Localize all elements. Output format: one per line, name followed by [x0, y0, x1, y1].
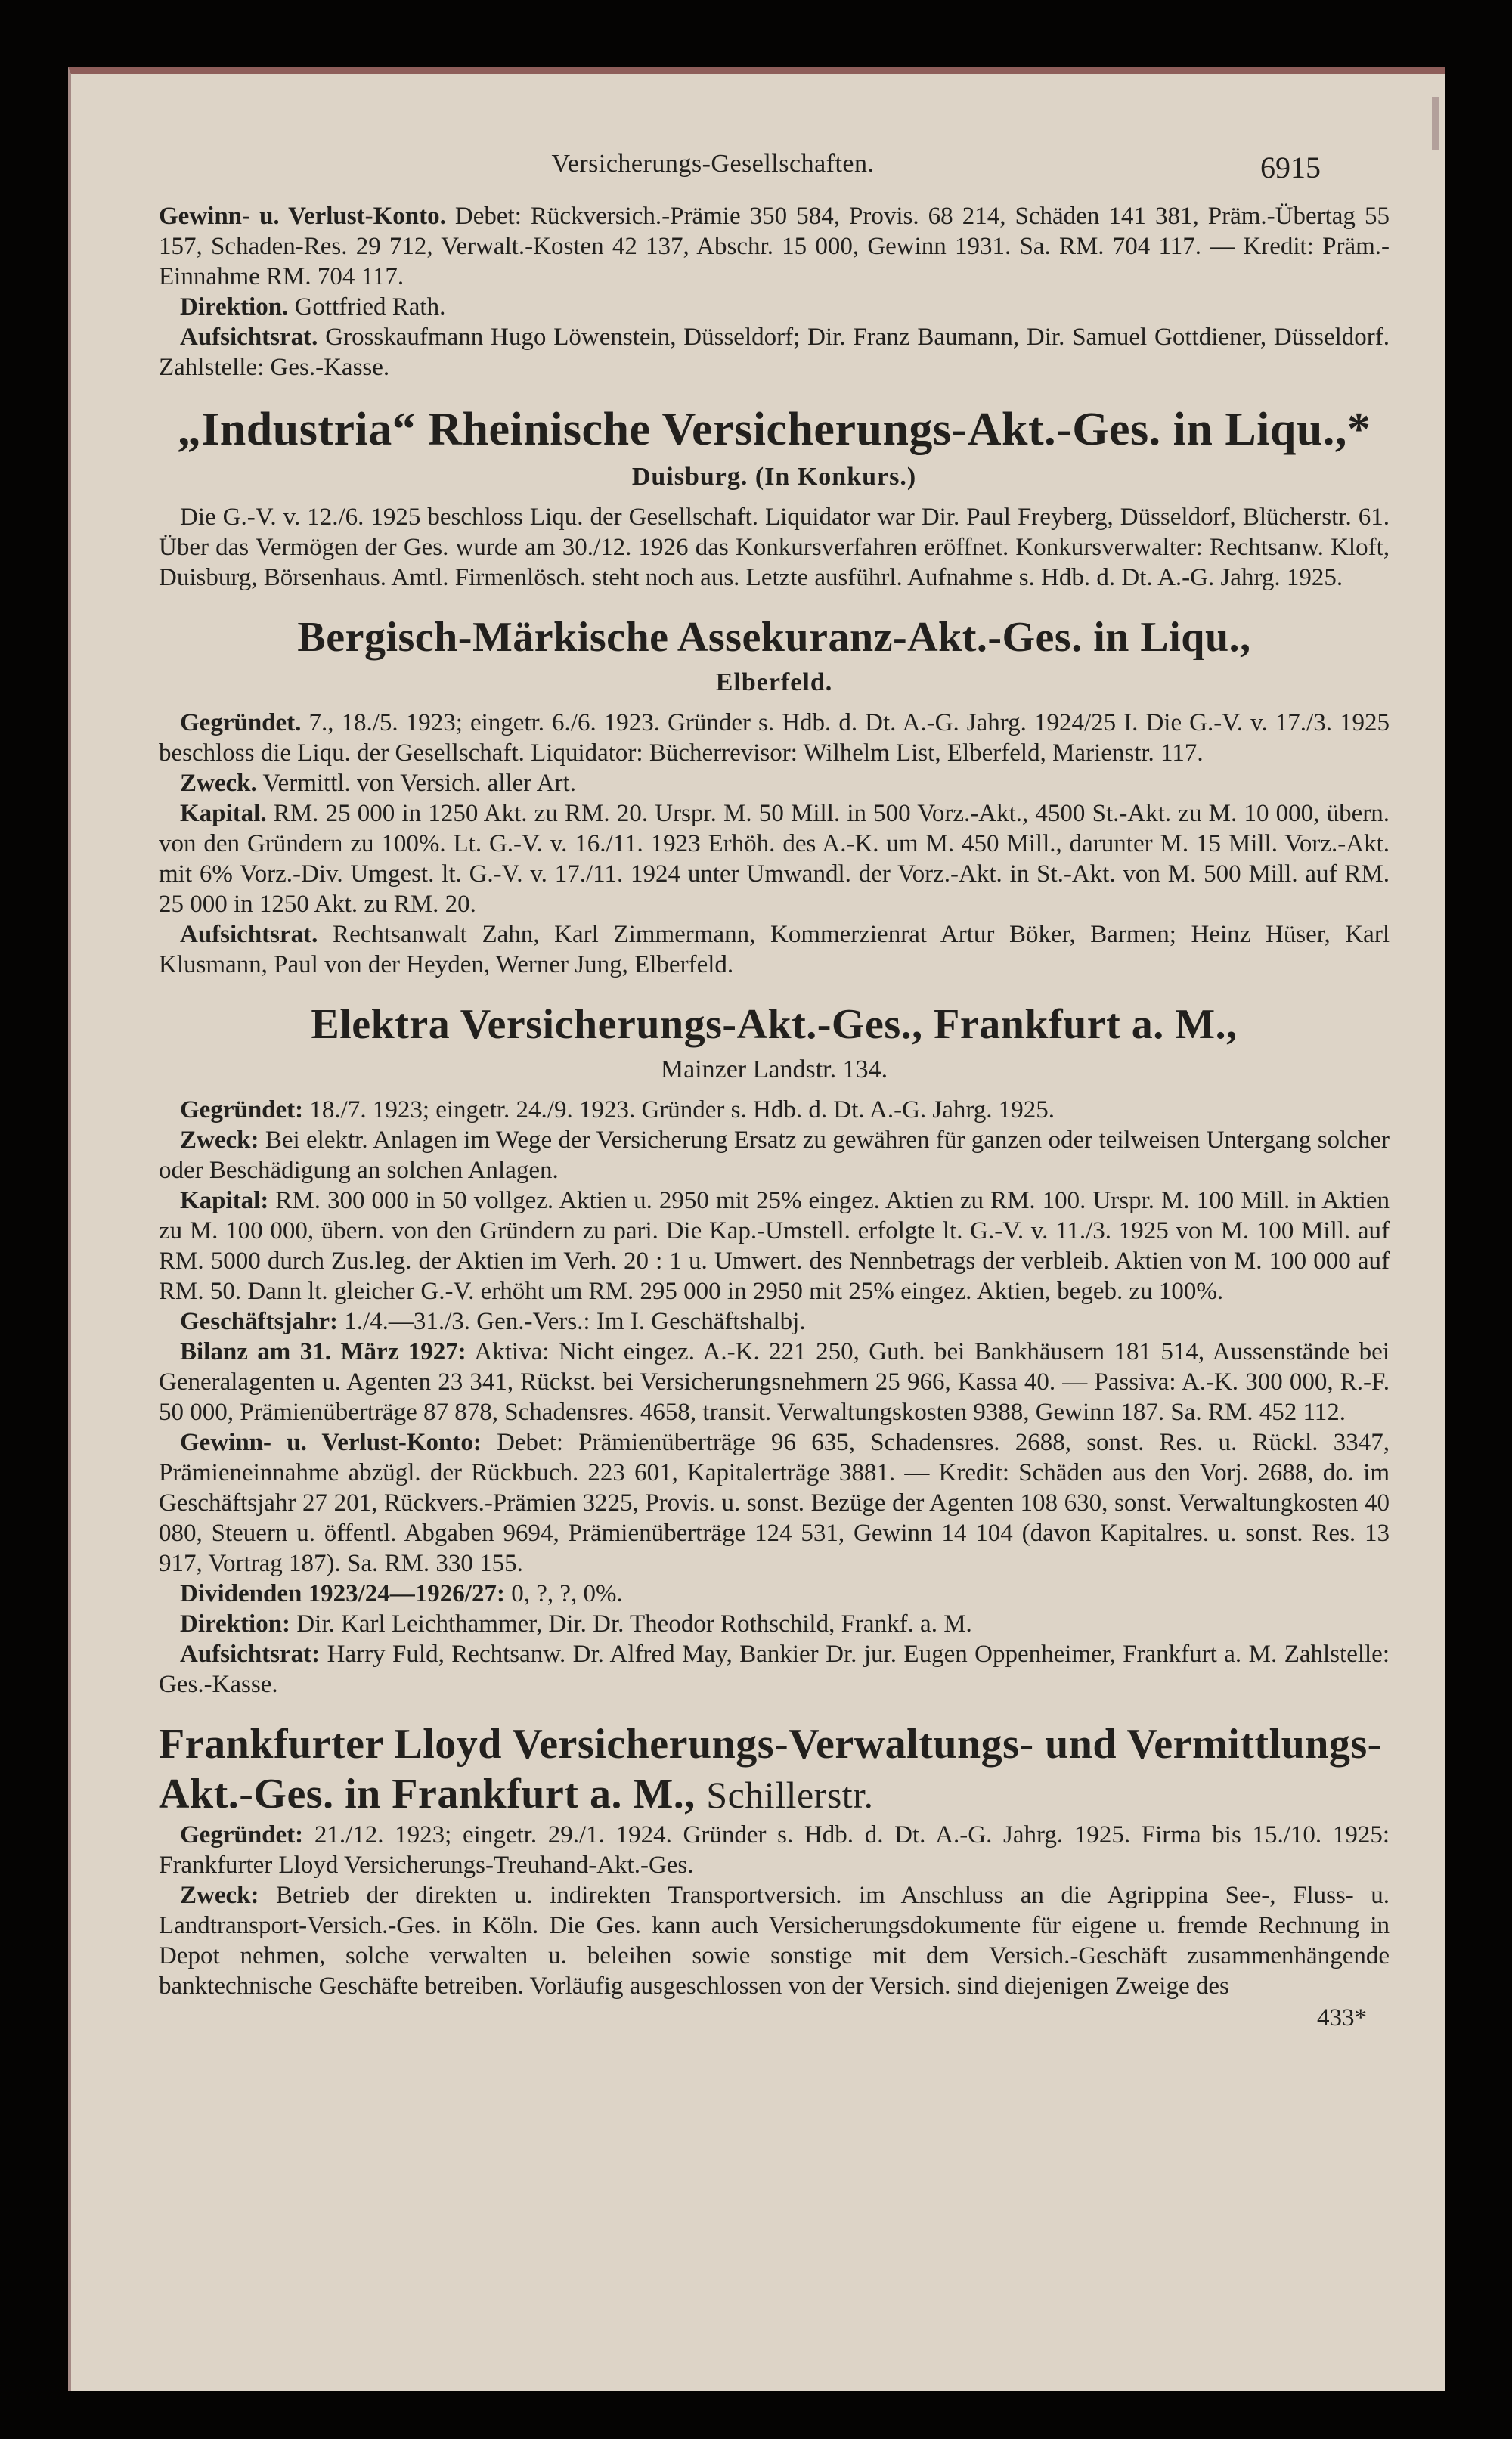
- paragraph-text: Debet: Rückversich.-Prämie 350 584, Provis. 68 214, Schäden 141 381, Präm.-Übertag 55 157, Schaden-Res. 29 712, Verwalt.-Kosten 42 137, Abschr. 15 000, Gewinn 1931. Sa. RM. 704 117. — Kredit: Präm.-Einnahme RM. 704 117.: [159, 203, 1390, 290]
- entry-address: Mainzer Landstr. 134.: [660, 1055, 888, 1083]
- entry-title: Elektra Versicherungs-Akt.-Ges., Frankfurt a. M.,: [311, 1001, 1238, 1048]
- paragraph-text: RM. 300 000 in 50 vollgez. Aktien u. 2950 mit 25% eingez. Aktien zu RM. 100. Urspr. M. 100 Mill. in Aktien zu M. 100 000, übern. von den Gründern zu pari. Die Kap.-Umstell. erfolgte lt. G.-V. v. 11./3. 1925 von M. 100 Mill. auf RM. 5000 durch Zus.leg. der Aktien im Verh. 20 : 1 u. Umwert. des Nennbetrags der verbleib. Aktien von M. 100 000 auf RM. 50. Dann lt. gleicher G.-V. erhöht um RM. 295 000 in 2950 mit 25% eingez. Aktien, begeb. zu 100%.: [159, 1187, 1390, 1305]
- entry-paragraph: [159, 1609, 1390, 1639]
- entry-paragraph: [159, 1337, 1390, 1427]
- paragraph-label: Bilanz am 31. März 1927:: [180, 1338, 466, 1365]
- paragraph-text: Harry Fuld, Rechtsanw. Dr. Alfred May, Bankier Dr. jur. Eugen Oppenheimer, Frankfurt a. M. Zahlstelle: Ges.-Kasse.: [159, 1641, 1390, 1698]
- paragraph-label: Zweck:: [180, 1882, 259, 1909]
- paragraph-label: Zweck:: [180, 1127, 259, 1154]
- paragraph-label: Zweck.: [180, 770, 257, 797]
- paragraph-text: Die G.-V. v. 12./6. 1925 beschloss Liqu. der Gesellschaft. Liquidator war Dir. Paul Freyberg, Düsseldorf, Blücherstr. 61. Über das Vermögen der Ges. wurde am 30./12. 1926 das Konkursverfahren eröffnet. Konkursverwalter: Rechtsanw. Kloft, Duisburg, Börsenhaus. Amtl. Firmenlösch. steht noch aus. Letzte ausführl. Aufnahme s. Hdb. d. Dt. A.-G. Jahrg. 1925.: [159, 504, 1390, 591]
- entry-location: Duisburg. (In Konkurs.): [631, 463, 917, 491]
- entry-paragraph: [159, 708, 1390, 768]
- document-page: [68, 67, 1445, 2391]
- entry-paragraph: [159, 1306, 1390, 1337]
- entry-paragraph: [159, 322, 1390, 383]
- entry-title-text: Frankfurter Lloyd Versicherungs-Verwaltungs- und Vermittlungs-Akt.-Ges. in Frankfurt a. M.,: [159, 1721, 1382, 1818]
- paragraph-label: Gewinn- u. Verlust-Konto.: [159, 203, 446, 230]
- page-number: 6915: [1260, 150, 1321, 184]
- entry-title-street: Schillerstr.: [706, 1774, 874, 1816]
- entry-paragraph: [159, 768, 1390, 798]
- entry-paragraph: [159, 919, 1390, 980]
- paragraph-label: Geschäftsjahr:: [180, 1308, 338, 1335]
- paragraph-text: 7., 18./5. 1923; eingetr. 6./6. 1923. Gründer s. Hdb. d. Dt. A.-G. Jahrg. 1924/25 I. Die G.-V. v. 17./3. 1925 beschloss die Liqu. der Gesellschaft. Liquidator: Bücherrevisor: Wilhelm List, Elberfeld, Marienstr. 117.: [159, 709, 1390, 767]
- entry-paragraph: [159, 1820, 1390, 1880]
- entry-paragraph: [159, 201, 1390, 292]
- running-header: [71, 150, 1445, 187]
- paragraph-text: 0, ?, ?, 0%.: [504, 1580, 623, 1607]
- paragraph-label: Gegründet.: [180, 709, 302, 736]
- paragraph-label: Aufsichtsrat.: [180, 324, 318, 351]
- entry-paragraph: [159, 502, 1390, 593]
- paragraph-text: Gottfried Rath.: [288, 293, 446, 321]
- paragraph-text: Vermittl. von Versich. aller Art.: [256, 770, 576, 797]
- entry-paragraph: [159, 1579, 1390, 1609]
- paragraph-text: 1./4.—31./3. Gen.-Vers.: Im I. Geschäftshalbj.: [337, 1308, 806, 1335]
- paragraph-label: Direktion:: [180, 1610, 291, 1638]
- paragraph-label: Dividenden 1923/24—1926/27:: [180, 1580, 505, 1607]
- paragraph-label: Gegründet:: [180, 1096, 304, 1123]
- entry-paragraph: [159, 1639, 1390, 1700]
- paragraph-text: Dir. Karl Leichthammer, Dir. Dr. Theodor Rothschild, Frankf. a. M.: [290, 1610, 972, 1638]
- paragraph-label: Gewinn- u. Verlust-Konto:: [180, 1429, 482, 1456]
- paragraph-label: Aufsichtsrat.: [180, 921, 318, 948]
- entry-paragraph: [159, 1095, 1390, 1125]
- paragraph-label: Kapital.: [180, 800, 267, 827]
- page-content: [159, 201, 1390, 2035]
- paragraph-text: RM. 25 000 in 1250 Akt. zu RM. 20. Urspr. M. 50 Mill. in 500 Vorz.-Akt., 4500 St.-Akt. zu M. 10 000, übern. von den Gründern zu 100%. Lt. G.-V. v. 16./11. 1923 Erhöh. des A.-K. um M. 450 Mill., darunter M. 15 Mill. Vorz.-Akt. mit 6% Vorz.-Div. Umgest. lt. G.-V. v. 17./11. 1924 unter Umwandl. der Vorz.-Akt. in St.-Akt. von M. 500 Mill. auf RM. 25 000 in 1250 Akt. zu RM. 20.: [159, 800, 1390, 918]
- entry-paragraph: [159, 1880, 1390, 2001]
- paragraph-text: Betrieb der direkten u. indirekten Transportversich. im Anschluss an die Agrippina See-, Fluss- u. Landtransport-Versich.-Ges. in Köln. Die Ges. kann auch Versicherungsdokumente für eigene u. fremde Rechnung in Depot nehmen, solche verwalten u. beleihen sowie sonstige mit dem Versich.-Geschäft zusammenhängende banktechnische Geschäfte betreiben. Vorläufig ausgeschlossen von der Versich. sind diejenigen Zweige des: [159, 1882, 1390, 2000]
- page-edge-mark: [1432, 97, 1439, 150]
- entry-title: Bergisch-Märkische Assekuranz-Akt.-Ges. in Liqu.,: [297, 614, 1251, 661]
- entry-elektra: [159, 999, 1390, 1700]
- paragraph-text: 21./12. 1923; eingetr. 29./1. 1924. Gründer s. Hdb. d. Dt. A.-G. Jahrg. 1925. Firma bis 15./10. 1925: Frankfurter Lloyd Versicherungs-Treuhand-Akt.-Ges.: [159, 1821, 1390, 1879]
- entry-frankfurter-lloyd: [159, 1719, 1390, 2001]
- paragraph-label: Aufsichtsrat:: [180, 1641, 321, 1668]
- paragraph-text: Bei elektr. Anlagen im Wege der Versicherung Ersatz zu gewähren für ganzen oder teilweisen Untergang solcher oder Beschädigung an solchen Anlagen.: [159, 1127, 1390, 1184]
- entry-paragraph: [159, 798, 1390, 919]
- paragraph-label: Gegründet:: [180, 1821, 304, 1849]
- entry-paragraph: [159, 1427, 1390, 1579]
- sheet-signature: 433*: [1317, 2004, 1367, 2031]
- entry-bergisch-maerkische: [159, 612, 1390, 980]
- running-title: Versicherungs-Gesellschaften.: [551, 150, 875, 178]
- entry-continuation: [159, 201, 1390, 383]
- paragraph-text: Grosskaufmann Hugo Löwenstein, Düsseldorf; Dir. Franz Baumann, Dir. Samuel Gottdiener, Düsseldorf. Zahlstelle: Ges.-Kasse.: [159, 324, 1390, 381]
- paragraph-text: Aktiva: Nicht eingez. A.-K. 221 250, Guth. bei Bankhäusern 181 514, Aussenstände bei Generalagenten u. Agenten 23 341, Rückst. bei Versicherungsnehmern 25 966, Kassa 40. — Passiva: A.-K. 300 000, R.-F. 50 000, Prämienüberträge 87 878, Schadensres. 4658, transit. Verwaltungskosten 9388, Gewinn 187. Sa. RM. 452 112.: [159, 1338, 1390, 1426]
- paragraph-text: Rechtsanwalt Zahn, Karl Zimmermann, Kommerzienrat Artur Böker, Barmen; Heinz Hüser, Karl Klusmann, Paul von der Heyden, Werner Jung, Elberfeld.: [159, 921, 1390, 978]
- entry-paragraph: [159, 292, 1390, 322]
- paragraph-text: 18./7. 1923; eingetr. 24./9. 1923. Gründer s. Hdb. d. Dt. A.-G. Jahrg. 1925.: [303, 1096, 1055, 1123]
- entry-paragraph: [159, 1185, 1390, 1306]
- paragraph-text: Debet: Prämienüberträge 96 635, Schadensres. 2688, sonst. Res. u. Rückl. 3347, Prämieneinnahme abzügl. der Rückbuch. 223 601, Kapitalerträge 3881. — Kredit: Schäden aus den Vorj. 2688, do. im Geschäftsjahr 27 201, Rückvers.-Prämien 3225, Provis. u. sonst. Bezüge der Agenten 108 630, sonst. Verwaltungkosten 40 080, Steuern u. öffentl. Abgaben 9694, Prämienüberträge 124 531, Gewinn 14 104 (davon Kapitalres. u. sonst. Res. 13 917, Vortrag 187). Sa. RM. 330 155.: [159, 1429, 1390, 1577]
- entry-industria: [159, 402, 1390, 593]
- entry-title: [159, 1719, 1390, 1820]
- entry-title: „Industria“ Rheinische Versicherungs-Akt.-Ges. in Liqu.,*: [177, 404, 1371, 455]
- paragraph-label: Direktion.: [180, 293, 289, 321]
- paragraph-label: Kapital:: [180, 1187, 269, 1214]
- entry-paragraph: [159, 1125, 1390, 1185]
- entry-location: Elberfeld.: [715, 668, 833, 696]
